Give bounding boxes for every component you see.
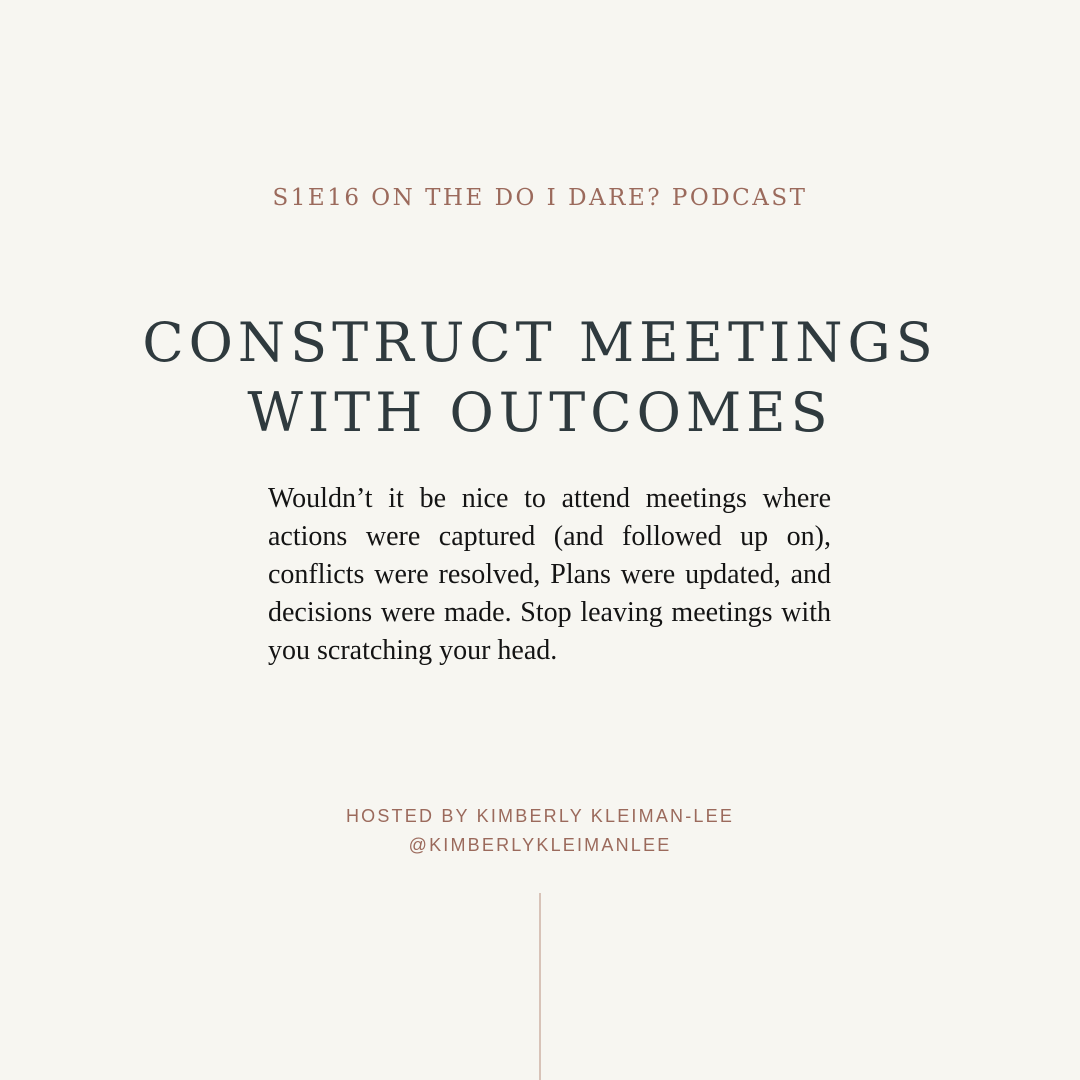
host-name-line: HOSTED BY KIMBERLY KLEIMAN-LEE <box>345 806 735 826</box>
episode-description: Wouldn’t it be nice to attend meetings where actions were captured (and followed up on), conflicts were resolved, Plans were updated, and decisions were made. Stop leaving meetings with you scratching your head. <box>268 483 831 666</box>
episode-title-line-2: WITH OUTCOMES <box>247 381 833 444</box>
vertical-divider <box>539 893 541 1080</box>
episode-label: S1E16 ON THE DO I DARE? PODCAST <box>272 185 808 211</box>
host-credit <box>0 802 1080 860</box>
host-handle: @KIMBERLYKLEIMANLEE <box>408 835 672 855</box>
episode-title <box>0 308 1080 448</box>
episode-title-line-1: CONSTRUCT MEETINGS <box>142 311 938 374</box>
